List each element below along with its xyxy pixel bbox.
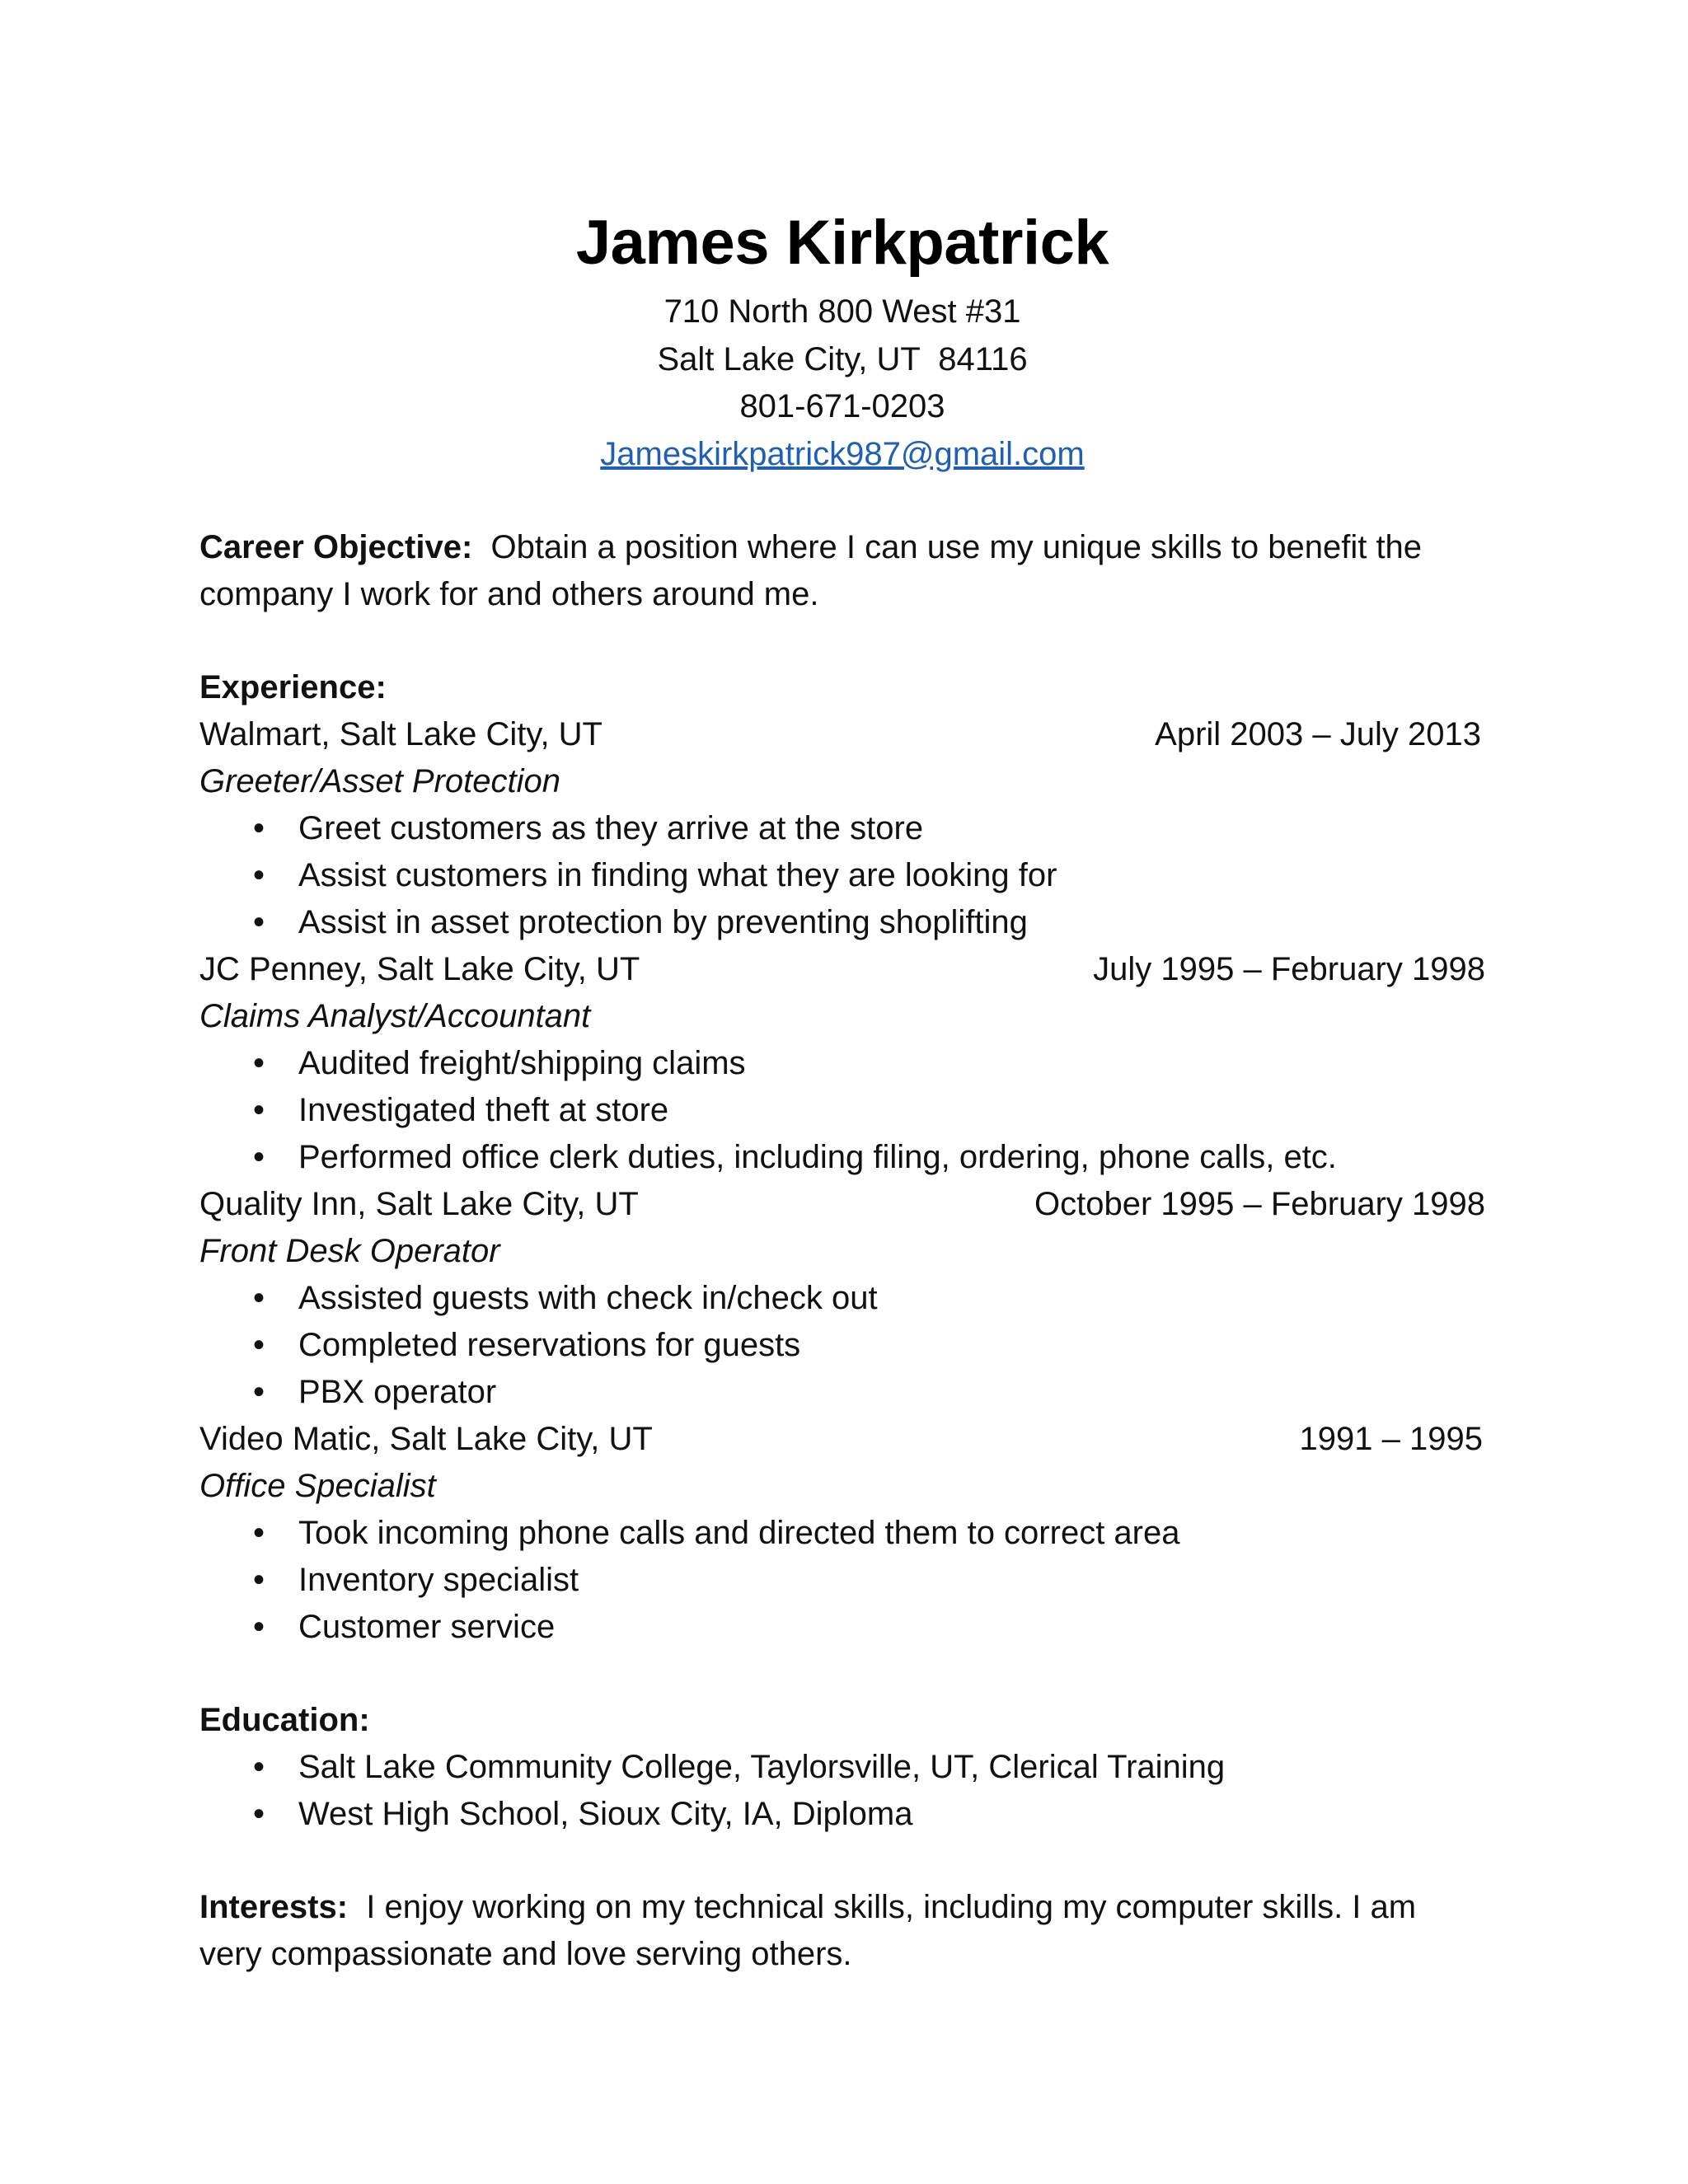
bullet-icon: • — [253, 1045, 265, 1081]
bullet-icon: • — [253, 1327, 265, 1363]
job-title: Front Desk Operator — [199, 1233, 500, 1269]
list-item: • Assisted guests with check in/check out — [199, 1275, 1485, 1322]
job-entry — [199, 946, 1485, 1181]
career-objective-text: Obtain a position where I can use my unique skills to benefit the company I work for and others around me. — [199, 529, 1423, 612]
bullet-icon: • — [253, 1092, 265, 1128]
job-entry — [199, 1181, 1485, 1416]
bullet-icon: • — [253, 1609, 265, 1645]
job-employer: Quality Inn, Salt Lake City, UT — [199, 1186, 639, 1222]
list-item: • Took incoming phone calls and directed them to correct area — [199, 1510, 1485, 1557]
email-link[interactable]: Jameskirkpatrick987@gmail.com — [600, 435, 1085, 472]
interests-section — [199, 1884, 1461, 1978]
education-list — [199, 1744, 1485, 1838]
list-item: • Greet customers as they arrive at the store — [199, 805, 1485, 852]
candidate-name: James Kirkpatrick — [575, 208, 1109, 278]
list-item: • Customer service — [199, 1604, 1485, 1651]
list-item: • Assist in asset protection by preventing shoplifting — [199, 899, 1485, 946]
resume-content — [199, 198, 1485, 1978]
bullet-icon: • — [253, 857, 265, 893]
bullet-icon: • — [253, 810, 265, 846]
job-dates: April 2003 – July 2013 — [1155, 716, 1481, 752]
education-heading: Education: — [199, 1702, 370, 1738]
bullet-icon: • — [253, 1796, 265, 1832]
interests-label: Interests: — [199, 1889, 349, 1925]
list-item: • West High School, Sioux City, IA, Diploma — [199, 1791, 1485, 1838]
list-item: • PBX operator — [199, 1369, 1485, 1416]
list-item: • Completed reservations for guests — [199, 1322, 1485, 1369]
list-item: • Salt Lake Community College, Taylorsville, UT, Clerical Training — [199, 1744, 1485, 1791]
phone-number: 801-671-0203 — [739, 388, 945, 424]
job-title: Claims Analyst/Accountant — [199, 998, 591, 1034]
job-employer: Walmart, Salt Lake City, UT — [199, 716, 603, 752]
job-title: Office Specialist — [199, 1468, 436, 1504]
job-dates: July 1995 – February 1998 — [1093, 951, 1485, 987]
resume-header — [199, 198, 1485, 478]
job-dates: 1991 – 1995 — [1299, 1421, 1483, 1457]
bullet-icon: • — [253, 1139, 265, 1175]
list-item: • Assist customers in finding what they are looking for — [199, 852, 1485, 899]
job-duties-list — [199, 1040, 1485, 1181]
job-duties-list — [199, 1510, 1485, 1651]
interests-text: I enjoy working on my technical skills, including my computer skills. I am very compassionate and love serving others. — [199, 1889, 1417, 1972]
job-duties-list — [199, 1275, 1485, 1416]
job-duties-list — [199, 805, 1485, 946]
bullet-icon: • — [253, 1515, 265, 1551]
job-dates: October 1995 – February 1998 — [1034, 1186, 1485, 1222]
address-line-2: Salt Lake City, UT 84116 — [657, 340, 1028, 377]
job-entry — [199, 711, 1485, 946]
list-item: • Inventory specialist — [199, 1557, 1485, 1604]
job-employer: JC Penney, Salt Lake City, UT — [199, 951, 640, 987]
career-objective-section — [199, 524, 1461, 618]
education-section — [199, 1697, 1485, 1838]
job-title: Greeter/Asset Protection — [199, 763, 560, 799]
bullet-icon: • — [253, 1749, 265, 1785]
list-item: • Audited freight/shipping claims — [199, 1040, 1485, 1087]
career-objective-label: Career Objective: — [199, 529, 473, 565]
job-employer: Video Matic, Salt Lake City, UT — [199, 1421, 653, 1457]
bullet-icon: • — [253, 1374, 265, 1410]
bullet-icon: • — [253, 904, 265, 940]
bullet-icon: • — [253, 1280, 265, 1316]
address-line-1: 710 North 800 West #31 — [663, 293, 1021, 330]
bullet-icon: • — [253, 1562, 265, 1598]
list-item: • Performed office clerk duties, including filing, ordering, phone calls, etc. — [199, 1134, 1485, 1181]
list-item: • Investigated theft at store — [199, 1087, 1485, 1134]
experience-heading: Experience: — [199, 669, 387, 705]
job-entry — [199, 1416, 1485, 1651]
experience-section — [199, 664, 1485, 1651]
